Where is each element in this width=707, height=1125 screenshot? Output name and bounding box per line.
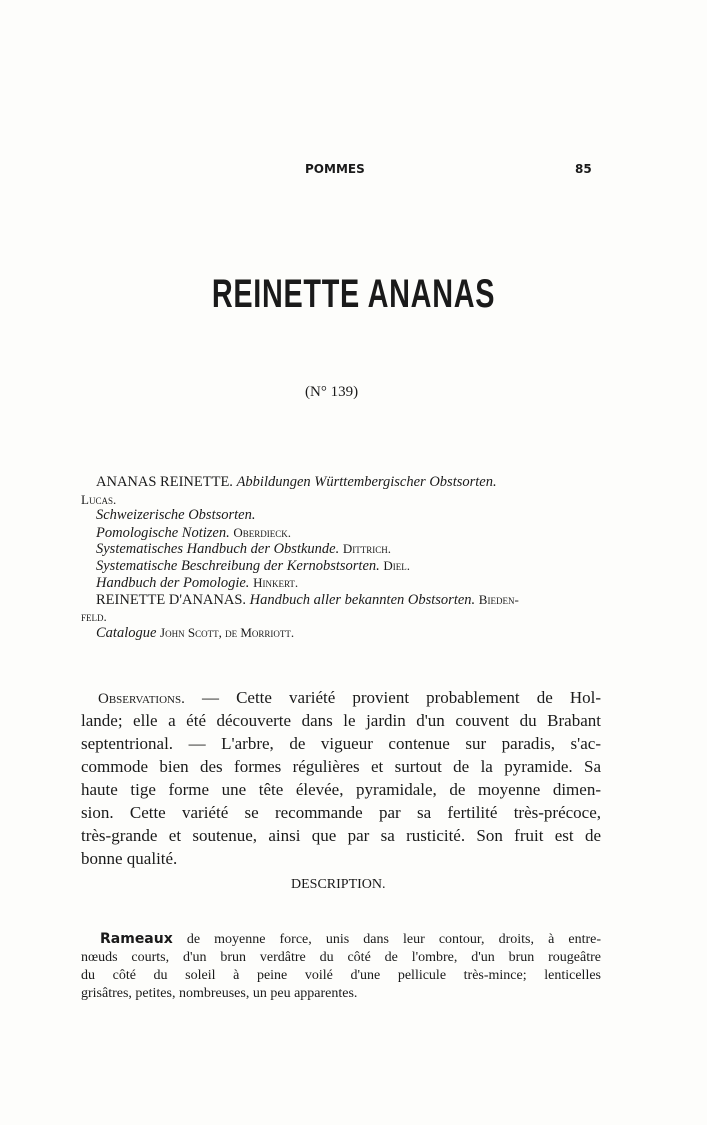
- description-heading: DESCRIPTION.: [291, 877, 386, 892]
- page-number: 85: [575, 162, 592, 176]
- observations-line: lande; elle a été découverte dans le jardin d'un couvent du Brabant: [81, 711, 601, 730]
- description-line: Rameaux de moyenne force, unis dans leur contour, droits, à entre-: [100, 931, 602, 947]
- observations-line: sion. Cette variété se recommande par sa fertilité très-précoce,: [81, 803, 601, 822]
- synonym-line: Lucas.: [81, 492, 117, 507]
- running-title: POMMES: [305, 162, 365, 176]
- synonym-line: Pomologische Notizen. Oberdieck.: [96, 525, 291, 541]
- synonym-line: REINETTE D'ANANAS. Handbuch aller bekannten Obstsorten. Bieden-: [96, 592, 519, 608]
- synonym-line: Schweizerische Obstsorten.: [96, 507, 256, 523]
- page-title: REINETTE ANANAS: [211, 272, 496, 316]
- synonym-line: Handbuch der Pomologie. Hinkert.: [96, 575, 299, 591]
- variety-number: (N° 139): [305, 384, 359, 400]
- observations-line: bonne qualité.: [81, 849, 178, 868]
- synonym-line: Catalogue John Scott, de Morriott.: [96, 625, 295, 641]
- observations-line: Observations. — Cette variété provient probablement de Hol-: [98, 688, 602, 707]
- observations-line: très-grande et soutenue, ainsi que par sa rusticité. Son fruit est de: [81, 826, 601, 845]
- description-line: nœuds courts, d'un brun verdâtre du côté de l'ombre, d'un brun rougeâtre: [81, 950, 601, 965]
- synonym-line: Systematisches Handbuch der Obstkunde. Dittrich.: [96, 541, 391, 557]
- observations-line: haute tige forme une tête élevée, pyramidale, de moyenne dimen-: [81, 780, 601, 799]
- synonym-line: feld.: [81, 609, 107, 624]
- synonym-line: Systematische Beschreibung der Kernobstsorten. Diel.: [96, 558, 411, 574]
- description-line: du côté du soleil à peine voilé d'une pellicule très-mince; lenticelles: [81, 968, 601, 983]
- synonym-line: ANANAS REINETTE. Abbildungen Württembergischer Obstsorten.: [96, 474, 497, 490]
- description-line: grisâtres, petites, nombreuses, un peu apparentes.: [81, 986, 358, 1001]
- observations-line: septentrional. — L'arbre, de vigueur contenue sur paradis, s'ac-: [81, 734, 601, 753]
- observations-line: commode bien des formes régulières et surtout de la pyramide. Sa: [81, 757, 601, 776]
